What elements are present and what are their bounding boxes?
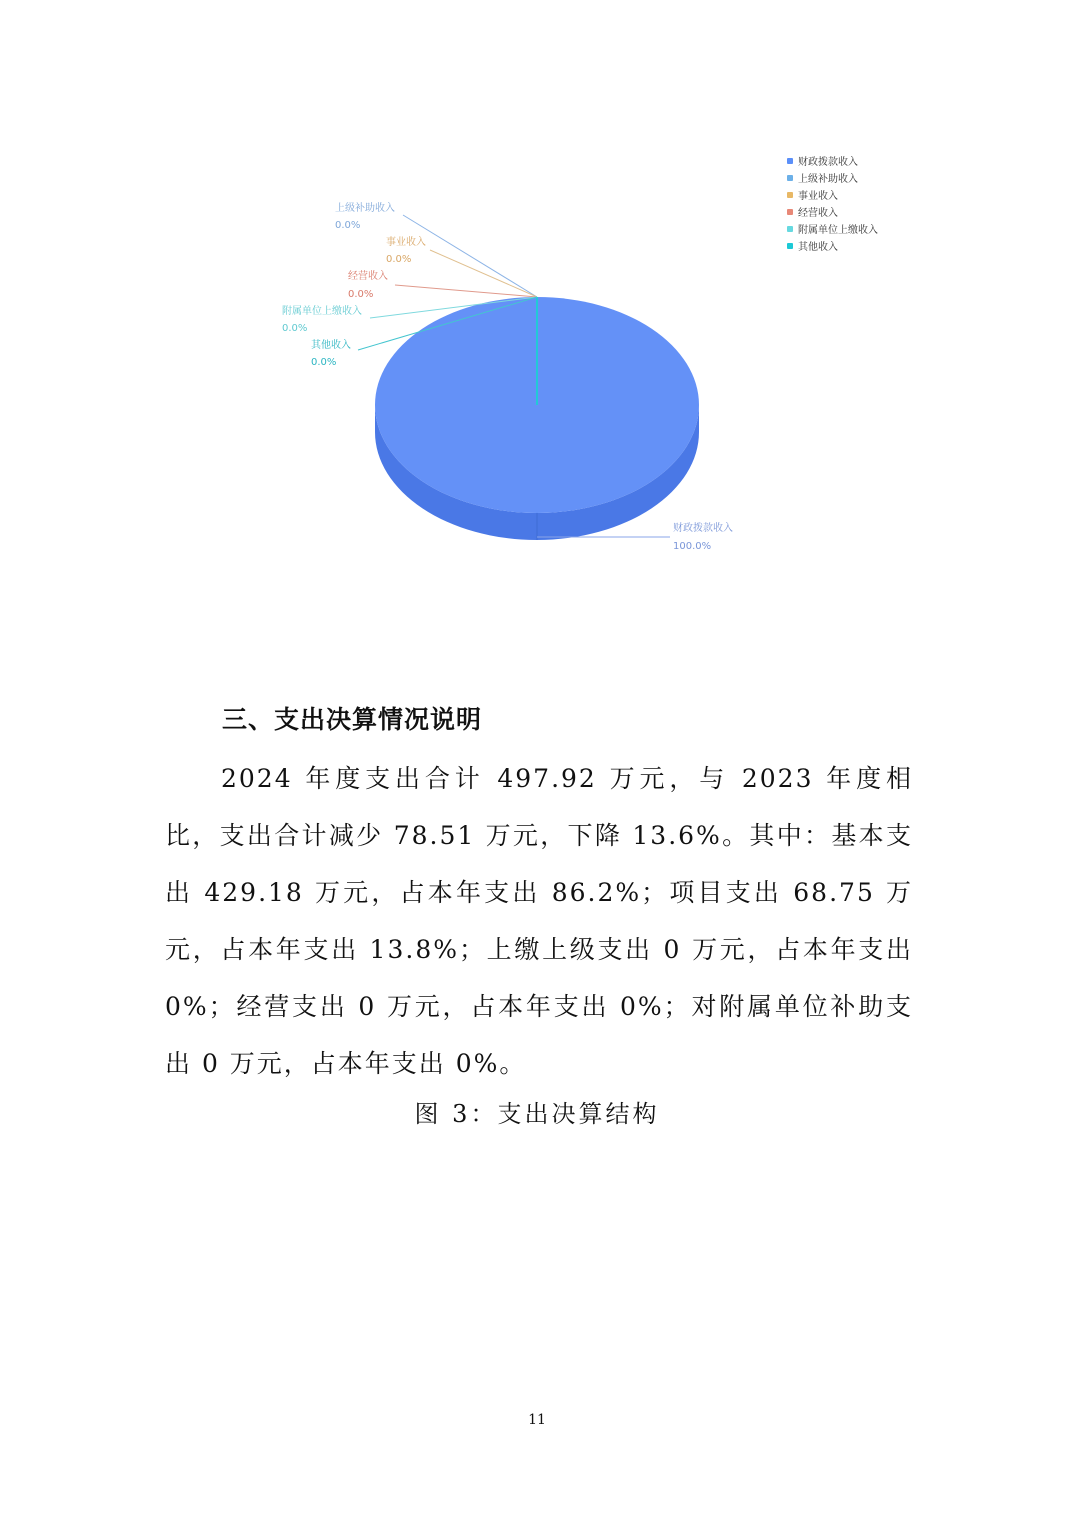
leader-line-jingying [395, 285, 537, 297]
legend-swatch-jingying [787, 209, 793, 215]
legend-item-caizheng: 财政拨款收入 [798, 157, 858, 168]
pie-label-qita-pct: 0.0% [311, 357, 337, 368]
legend-item-fushu: 附属单位上缴收入 [798, 225, 878, 236]
legend-item-shangji: 上级补助收入 [798, 174, 858, 185]
pie-label-qita-name: 其他收入 [311, 340, 351, 351]
chart-legend [787, 155, 878, 253]
pie-label-caizheng-name: 财政拨款收入 [673, 523, 733, 534]
section-paragraph: 2024 年度支出合计 497.92 万元，与 2023 年度相比，支出合计减少 78.51 万元，下降 13.6%。其中：基本支出 429.18 万元，占本年支出 86.2%；项目支出 68.75 万元，占本年支出 13.8%；上缴上级支出 0 万元，占本年支出 0%；经营支出 0 万元，占本年支出 0%；对附属单位补助支出 0 万元，占本年支出 0%。 [165, 764, 913, 1078]
pie-label-shangji-name: 上级补助收入 [335, 203, 395, 214]
pie-label-fushu-pct: 0.0% [282, 323, 308, 334]
revenue-pie-chart [0, 0, 1074, 620]
legend-swatch-shiye [787, 192, 793, 198]
pie-label-shangji-pct: 0.0% [335, 220, 361, 231]
legend-item-shiye: 事业收入 [798, 191, 838, 202]
pie-label-fushu-name: 附属单位上缴收入 [282, 306, 362, 317]
page-number: 11 [528, 1412, 546, 1428]
legend-item-qita: 其他收入 [798, 242, 838, 253]
legend-item-jingying: 经营收入 [798, 208, 838, 219]
pie-label-shiye-name: 事业收入 [386, 237, 426, 248]
pie-label-jingying-pct: 0.0% [348, 289, 374, 300]
figure-caption: 图 3：支出决算结构 [414, 1100, 660, 1128]
legend-swatch-caizheng [787, 158, 793, 164]
legend-swatch-qita [787, 243, 793, 249]
pie-label-caizheng-pct: 100.0% [673, 541, 712, 552]
pie-label-shiye-pct: 0.0% [386, 254, 412, 265]
legend-swatch-fushu [787, 226, 793, 232]
section-heading: 三、支出决算情况说明 [222, 705, 483, 734]
leader-line-shangji [403, 215, 537, 297]
pie-label-jingying-name: 经营收入 [348, 271, 388, 282]
legend-swatch-shangji [787, 175, 793, 181]
leader-line-shiye [430, 250, 537, 297]
